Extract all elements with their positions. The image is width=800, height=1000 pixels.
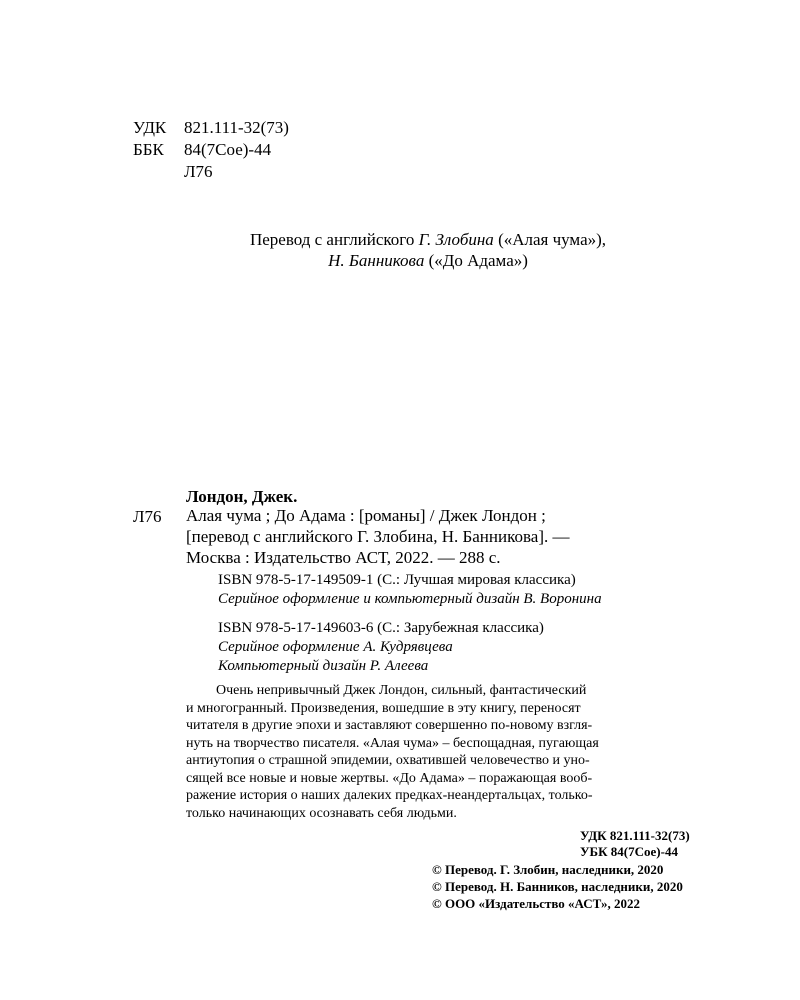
footer-bbk: УБК 84(7Сое)-44 (580, 844, 678, 859)
annotation-line: сящей все новые и новые жертвы. «До Адама» – поражающая вооб- (186, 770, 593, 786)
annotation-line: Очень непривычный Джек Лондон, сильный, фантастический (216, 683, 587, 698)
translator-2: Н. Банникова (328, 251, 425, 270)
author-mark: Л76 (184, 162, 213, 181)
work-1: («Алая чума»), (498, 230, 607, 249)
work-2: («До Адама») (428, 251, 528, 270)
isbn-2: ISBN 978-5-17-149603-6 (С.: Зарубежная классика) (218, 620, 544, 636)
classification-codes (133, 117, 289, 183)
annotation-line: и многогранный. Произведения, вошедшие в эту книгу, переносят (186, 700, 581, 716)
isbn-2-design-series: Серийное оформление А. Кудрявцева (218, 639, 453, 655)
isbn-1: ISBN 978-5-17-149509-1 (С.: Лучшая мировая классика) (218, 572, 576, 588)
description-line: Москва : Издательство АСТ, 2022. — 288 с. (186, 548, 501, 567)
annotation-line: ражение история о наших далеких предках-неандертальцах, только- (186, 788, 593, 803)
isbn-block-2 (218, 619, 544, 676)
catalog-author: Лондон, Джек. (186, 487, 298, 506)
isbn-2-design-computer: Компьютерный дизайн Р. Алеева (218, 658, 429, 674)
annotation-line: антиутопия о страшной эпидемии, охватившей человечество и уно- (186, 753, 590, 768)
copyright-block (432, 861, 683, 912)
footer-udk: УДК 821.111-32(73) (580, 828, 690, 843)
description-line: Алая чума ; До Адама : [романы] / Джек Лондон ; (186, 506, 546, 525)
copyright-line: © Перевод. Г. Злобин, наследники, 2020 (432, 862, 664, 877)
copyright-line: © Перевод. Н. Банников, наследники, 2020 (432, 879, 683, 894)
catalog-code: Л76 (133, 507, 162, 526)
bbk-label: ББК (133, 140, 164, 159)
translation-line-2 (0, 250, 800, 271)
udk-label: УДК (133, 118, 167, 137)
footer-codes (580, 828, 690, 860)
description-line: [перевод с английского Г. Злобина, Н. Банникова]. — (186, 527, 570, 546)
annotation-line: только начинающих осознавать себя людьми. (186, 805, 457, 821)
isbn-1-design: Серийное оформление и компьютерный дизайн В. Воронина (218, 591, 602, 607)
annotation-line: нуть на творчество писателя. «Алая чума» – беспощадная, пугающая (186, 735, 599, 751)
bbk-row (133, 139, 289, 161)
translation-line-1 (0, 229, 800, 250)
udk-row (133, 117, 289, 139)
isbn-block-1 (218, 571, 602, 609)
annotation (186, 682, 722, 822)
bbk-value: 84(7Сое)-44 (184, 140, 272, 159)
copyright-line: © ООО «Издательство «АСТ», 2022 (432, 896, 641, 911)
translator-1: Г. Злобина (418, 230, 494, 249)
translation-credits (0, 229, 800, 271)
annotation-line: читателя в другие эпохи и заставляют совершенно по-новому взгля- (186, 718, 593, 733)
translation-prefix: Перевод с английского (249, 230, 415, 249)
catalog-description (186, 505, 570, 568)
udk-value: 821.111-32(73) (184, 118, 289, 137)
